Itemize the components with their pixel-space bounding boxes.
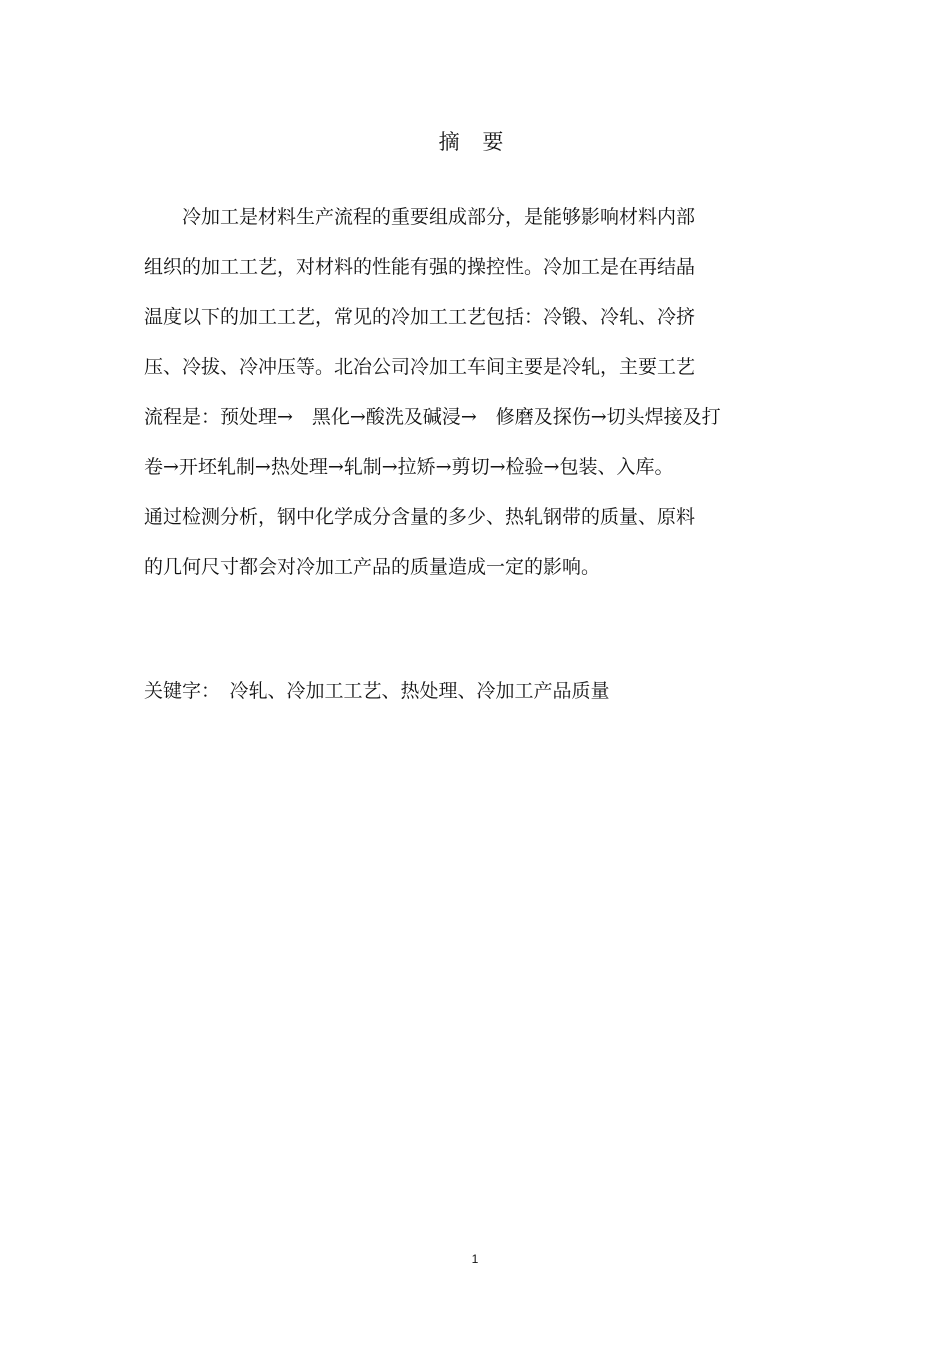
abstract-line: 流程是：预处理→ 黑化→酸洗及碱浸→ 修磨及探伤→切头焊接及打	[144, 406, 721, 428]
keywords-label: 关键字：	[144, 680, 211, 702]
abstract-line: 的几何尺寸都会对冷加工产品的质量造成一定的影响。	[144, 556, 601, 578]
abstract-line: 通过检测分析，钢中化学成分含量的多少、热轧钢带的质量、原料	[144, 506, 696, 528]
abstract-line: 组织的加工工艺，对材料的性能有强的操控性。冷加工是在再结晶	[144, 256, 696, 278]
page-number: 1	[471, 1252, 479, 1266]
abstract-line: 冷加工是材料生产流程的重要组成部分，是能够影响材料内部	[144, 206, 696, 228]
keywords-value: 冷轧、冷加工工艺、热处理、冷加工产品质量	[210, 680, 610, 702]
abstract-line: 卷→开坯轧制→热处理→轧制→拉矫→剪切→检验→包装、入库。	[144, 456, 674, 478]
abstract-line: 压、冷拔、冷冲压等。北冶公司冷加工车间主要是冷轧，主要工艺	[144, 356, 696, 378]
abstract-line: 温度以下的加工工艺，常见的冷加工工艺包括：冷锻、冷轧、冷挤	[144, 306, 696, 328]
keywords	[144, 676, 610, 706]
page-title: 摘 要	[438, 130, 512, 154]
